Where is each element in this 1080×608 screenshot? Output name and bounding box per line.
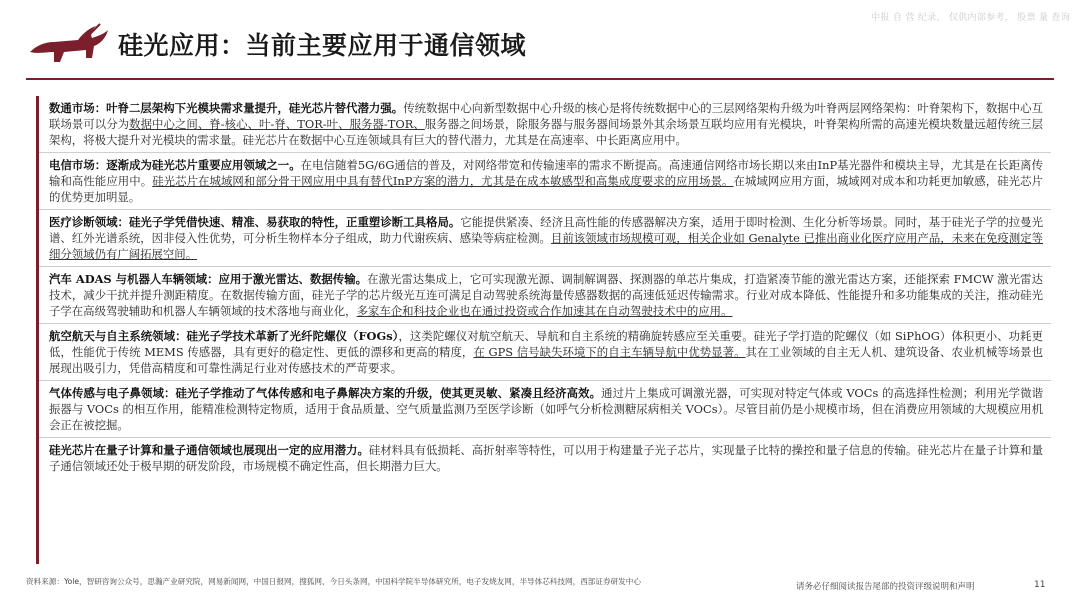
paragraph-telecom	[39, 153, 1051, 210]
paragraph-heading: 医疗诊断领域：硅光子学凭借快速、精准、易获取的特性，正重塑诊断工具格局。	[49, 215, 461, 229]
paragraph-heading: 航空航天与自主系统领域：硅光子学技术革新了光纤陀螺仪（FOGs）	[49, 329, 399, 343]
paragraph-heading: 气体传感与电子鼻领域：硅光子学推动了气体传感和电子鼻解决方案的升级，使其更灵敏、紧凑且经济高效。	[49, 386, 602, 400]
paragraph-gas-sensing	[39, 381, 1051, 438]
content-panel	[36, 96, 1051, 564]
paragraph-underlined-text: 多家车企和科技企业也在通过投资或合作加速其在自动驾驶技术中的应用。	[356, 304, 733, 318]
page-number: 11	[1034, 580, 1046, 590]
paragraph-heading: 数通市场：叶脊二层架构下光模块需求量提升，硅光芯片替代潜力强。	[49, 101, 404, 115]
paragraph-text: 在电信随着5G/6G通信的普及，对网络带宽和传输速率的需求不断提高。高速通信网络市场长期以来由InP基光器件和模块主导，尤其是在长距离传输和高性能应用中。	[49, 158, 1043, 188]
paragraph-medical	[39, 210, 1051, 267]
paragraph-text: 在城域网应用方面，城域网对成本和功耗更加敏感，硅光芯片的优势更加明显。	[49, 174, 1043, 204]
paragraph-text: 在激光雷达集成上，它可实现激光源、调制解调器、探测器的单芯片集成，打造紧凑节能的激光雷达方案，还能探索 FMCW 激光雷达技术，减少干扰并提升测距精度。在数据传输方面，硅光子学的芯片级光互连可满足自动驾驶系统海量传感器数据的高速低延迟传输需求。行业对成本降低、性能提升和多功能集成的关注，推动硅光子学在高级驾驶辅助和机器人车辆领域的技术落地与商业化，	[49, 272, 1043, 318]
paragraph-heading: 电信市场：逐渐成为硅光芯片重要应用领域之一。	[49, 158, 301, 172]
paragraph-underlined-text: 硅光芯片在城域网和部分骨干网应用中具有替代InP方案的潜力，尤其是在成本敏感型和高集成度要求的应用场景。	[152, 174, 734, 188]
paragraph-heading: 硅光芯片在量子计算和量子通信领域也展现出一定的应用潜力。	[49, 443, 369, 457]
paragraph-text: 服务器之间场景，除服务器与服务器间场景外其余场景互联均应用有光模块，叶脊架构所需的高速光模块数量远超传统三层架构，将极大提升对光模块的需求量。硅光芯片在数据中心互连领域具有巨大的替代潜力，尤其是在高速率、中长距离应用中。	[49, 117, 1043, 147]
paragraph-text: ，这类陀螺仪对航空航天、导航和自主系统的精确旋转感应至关重要。硅光子学打造的陀螺仪（如 SiPhOG）体积更小、功耗更低，性能优于传统 MEMS 传感器，具有更好的稳定性、更低的漂移和更高的精度，	[49, 329, 1043, 359]
title-divider	[26, 78, 1054, 80]
watermark-text: 中报 自 营 纪录， 仅供内部参考， 股票 量 查询	[871, 13, 1070, 23]
paragraph-quantum	[39, 438, 1051, 478]
paragraph-aerospace	[39, 324, 1051, 381]
disclaimer-text: 请务必仔细阅读报告尾部的投资评级说明和声明	[796, 582, 975, 592]
bull-logo-icon	[26, 18, 110, 70]
paragraph-text: 硅材料具有低损耗、高折射率等特性，可以用于构建量子光子芯片，实现量子比特的操控和量子信息的传输。硅光芯片在量子计算和量子通信领域还处于极早期的研发阶段，市场规模不确定性高，但长期潜力巨大。	[49, 443, 1043, 473]
paragraph-underlined-text: 数据中心之间、脊-核心、叶-脊、TOR-叶、服务器-TOR、	[129, 117, 425, 131]
paragraph-underlined-text: 在 GPS 信号缺失环境下的自主车辆导航中优势显著。	[473, 345, 746, 359]
paragraph-text: 通过片上集成可调激光器，可实现对特定气体或 VOCs 的高选择性检测；利用光学微谐振器与 VOCs 的相互作用，能精准检测特定物质，适用于食品质量、空气质量监测乃至医学诊断（如呼气分析检测糖尿病相关 VOCs）。尽管目前仍是小规模市场，但在消费应用领域的大规模应用机会正在被挖掘。	[49, 386, 1043, 432]
source-note: 资料来源：Yole，智研咨询公众号，思瀚产业研究院，网易新闻网，中国日报网，搜狐网，今日头条网，中国科学院半导体研究所，电子发烧友网，半导体芯科技网，西部证券研发中心	[26, 577, 641, 586]
paragraph-heading: 汽车 ADAS 与机器人车辆领域：应用于激光雷达、数据传输。	[49, 272, 368, 286]
paragraph-text: 它能提供紧凑、经济且高性能的传感器解决方案，适用于即时检测、生化分析等场景。同时，基于硅光子学的拉曼光谱、红外光谱系统，因非侵入性优势，可分析生物样本分子组成，助力代谢疾病、感染等病症检测。	[49, 215, 1043, 245]
paragraph-text: 传统数据中心向新型数据中心升级的核心是将传统数据中心的三层网络架构升级为叶脊两层网络架构：叶脊架构下，数据中心互联场景可以分为	[49, 101, 1043, 131]
page-title: 硅光应用：当前主要应用于通信领域	[118, 31, 527, 60]
paragraph-text: 其在工业领域的自主无人机、建筑设备、农业机械等场景也展现出吸引力，凭借高精度和可靠性满足行业对传感技术的严苛要求。	[49, 345, 1043, 375]
paragraph-datacom	[39, 96, 1051, 153]
paragraph-automotive	[39, 267, 1051, 324]
paragraph-underlined-text: 目前该领域市场规模可观，相关企业如 Genalyte 已推出商业化医疗应用产品，未来在免疫测定等细分领域仍有广阔拓展空间。	[49, 231, 1043, 261]
